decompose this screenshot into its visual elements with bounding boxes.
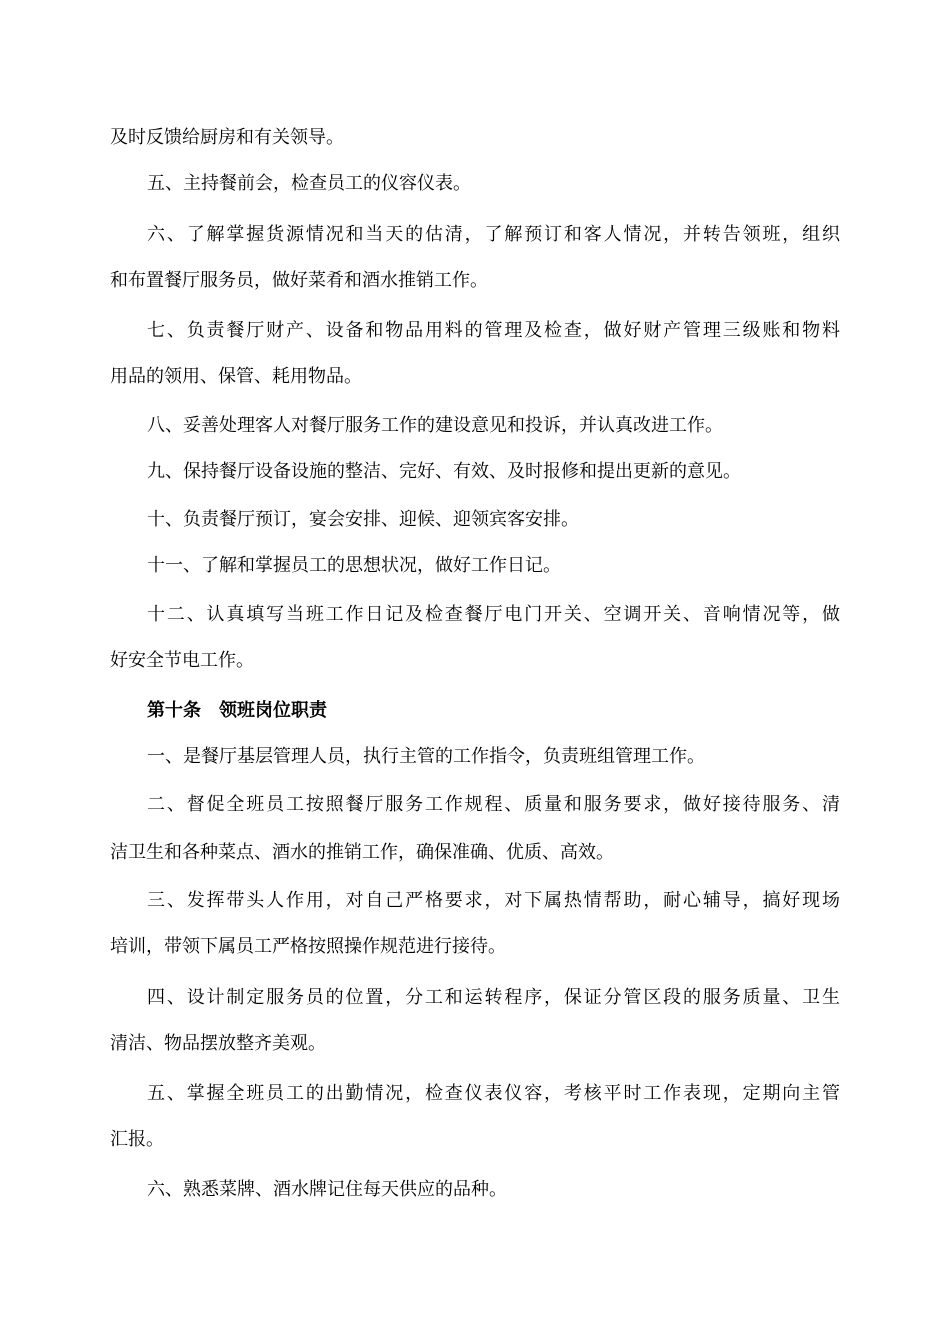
text-line: 好安全节电工作。: [110, 650, 254, 671]
text-line: 一、是餐厅基层管理人员，执行主管的工作指令，负责班组管理工作。: [147, 746, 705, 767]
text-line: 培训，带领下属员工严格按照操作规范进行接待。: [110, 936, 506, 957]
text-line: 洁卫生和各种菜点、酒水的推销工作，确保准确、优质、高效。: [110, 842, 614, 863]
text-line: 用品的领用、保管、耗用物品。: [110, 366, 362, 387]
text-line: 十二、认真填写当班工作日记及检查餐厅电门开关、空调开关、音响情况等，做: [147, 604, 840, 625]
text-line: 八、妥善处理客人对餐厅服务工作的建设意见和投诉，并认真改进工作。: [147, 415, 723, 436]
text-line: 四、设计制定服务员的位置，分工和运转程序，保证分管区段的服务质量、卫生: [147, 987, 840, 1008]
text-line: 五、掌握全班员工的出勤情况，检查仪表仪容，考核平时工作表现，定期向主管: [147, 1083, 840, 1104]
text-line: 六、熟悉菜牌、酒水牌记住每天供应的品种。: [147, 1179, 507, 1200]
text-line: 及时反馈给厨房和有关领导。: [110, 127, 344, 148]
text-line: 七、负责餐厅财产、设备和物品用料的管理及检查，做好财产管理三级账和物料: [147, 320, 840, 341]
section-heading: 第十条 领班岗位职责: [147, 700, 327, 721]
text-line: 五、主持餐前会，检查员工的仪容仪表。: [147, 173, 471, 194]
text-line: 十、负责餐厅预订，宴会安排、迎候、迎领宾客安排。: [147, 509, 579, 530]
text-line: 六、了解掌握货源情况和当天的估清，了解预订和客人情况，并转告领班，组织: [147, 224, 840, 245]
text-line: 三、发挥带头人作用，对自己严格要求，对下属热情帮助，耐心辅导，搞好现场: [147, 890, 840, 911]
text-line: 二、督促全班员工按照餐厅服务工作规程、质量和服务要求，做好接待服务、清: [147, 794, 840, 815]
text-line: 汇报。: [110, 1129, 164, 1150]
text-line: 九、保持餐厅设备设施的整洁、完好、有效、及时报修和提出更新的意见。: [147, 461, 741, 482]
text-line: 十一、了解和掌握员工的思想状况，做好工作日记。: [147, 555, 561, 576]
text-line: 清洁、物品摆放整齐美观。: [110, 1033, 326, 1054]
text-line: 和布置餐厅服务员，做好菜肴和酒水推销工作。: [110, 270, 488, 291]
